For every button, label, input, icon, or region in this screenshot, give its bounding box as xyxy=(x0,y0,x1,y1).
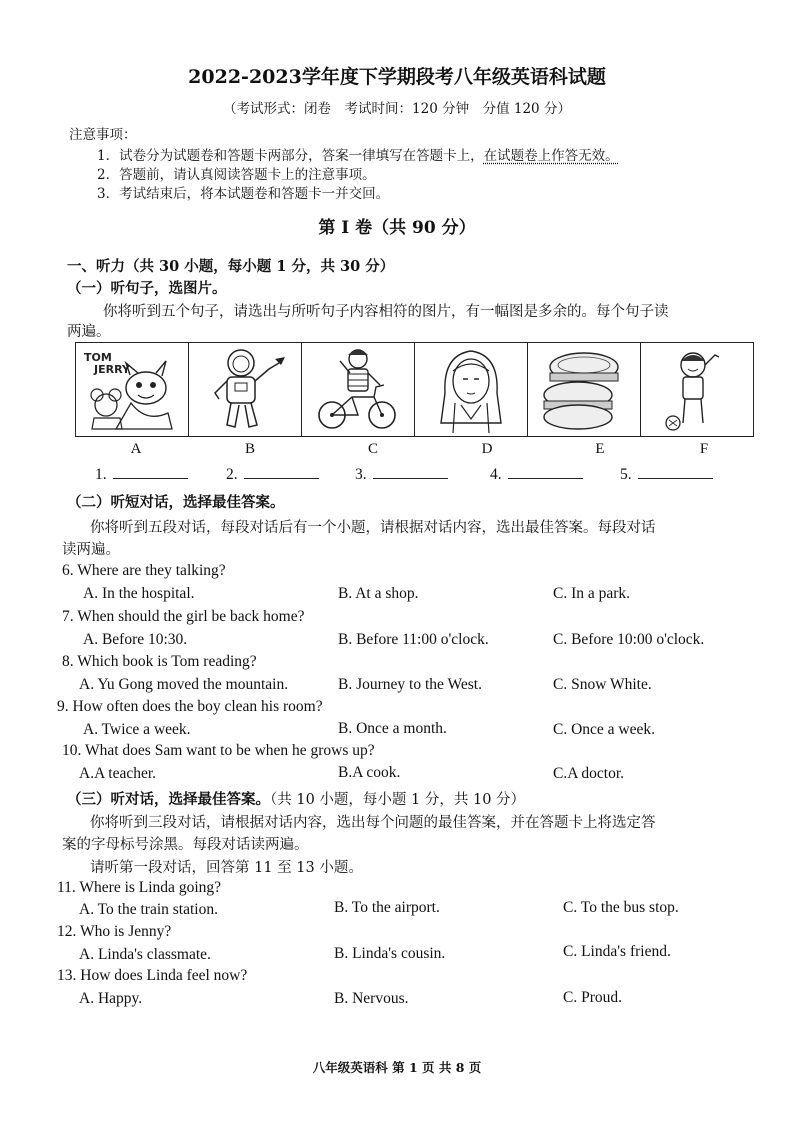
astronaut-icon xyxy=(189,343,301,436)
question-13-option-b[interactable]: B. Nervous. xyxy=(334,990,409,1007)
note-item-3: 3．考试结束后，将本试题卷和答题卡一并交回。 xyxy=(97,186,390,202)
question-7-option-b[interactable]: B. Before 11:00 o'clock. xyxy=(338,631,489,648)
question-9-option-a[interactable]: A. Twice a week. xyxy=(83,721,191,738)
note-item-1-emphasis: 在试题卷上作答无效。 xyxy=(483,148,619,164)
question-13: 13. How does Linda feel now? xyxy=(57,967,248,984)
question-11-option-b[interactable]: B. To the airport. xyxy=(334,899,440,916)
question-13-option-a[interactable]: A. Happy. xyxy=(79,990,143,1007)
question-6-option-c[interactable]: C. In a park. xyxy=(553,585,631,602)
exam-title: 2022-2023学年度下学期段考八年级英语科试题 xyxy=(188,66,606,88)
boy-riding-bike-icon xyxy=(302,343,414,436)
question-9-option-c[interactable]: C. Once a week. xyxy=(553,721,655,738)
picture-f xyxy=(641,343,753,436)
girl-portrait-icon xyxy=(415,343,527,436)
picture-strip xyxy=(75,342,754,437)
answer-blank-4[interactable]: 4. xyxy=(490,464,583,484)
picture-letter-c: C xyxy=(367,441,378,457)
question-13-option-c[interactable]: C. Proud. xyxy=(563,989,622,1006)
svg-text:TOM: TOM xyxy=(84,351,112,364)
question-11-option-c[interactable]: C. To the bus stop. xyxy=(563,899,679,916)
picture-letter-a: A xyxy=(130,441,142,457)
macarons-icon xyxy=(528,343,640,436)
note-item-2: 2．答题前，请认真阅读答题卡上的注意事项。 xyxy=(97,167,376,183)
picture-a xyxy=(76,343,189,436)
question-12: 12. Who is Jenny? xyxy=(57,923,172,940)
part3-score: （共 10 小题，每小题 1 分，共 10 分） xyxy=(270,792,526,808)
question-6-option-b[interactable]: B. At a shop. xyxy=(338,585,419,602)
part2-title: （二）听短对话，选择最佳答案。 xyxy=(67,494,285,511)
question-6-option-a[interactable]: A. In the hospital. xyxy=(83,585,195,602)
part3-instruction-2: 案的字母标号涂黑。每段对话读两遍。 xyxy=(62,837,309,853)
page-footer: 八年级英语科 第 1 页 共 8 页 xyxy=(312,1060,482,1075)
part1-instruction-2: 两遍。 xyxy=(67,324,111,340)
boy-with-ball-icon xyxy=(641,343,753,436)
question-12-option-c[interactable]: C. Linda's friend. xyxy=(563,943,671,960)
question-8-option-b[interactable]: B. Journey to the West. xyxy=(338,676,482,693)
notes-heading: 注意事项： xyxy=(69,127,137,143)
part2-instruction-1: 你将听到五段对话，每段对话后有一个小题，请根据对话内容，选出最佳答案。每段对话 xyxy=(90,520,656,536)
picture-c xyxy=(302,343,415,436)
part3-instruction-1: 你将听到三段对话，请根据对话内容，选出每个问题的最佳答案，并在答题卡上将选定答 xyxy=(90,815,656,831)
note-item-1-text: 1．试卷分为试题卷和答题卡两部分，答案一律填写在答题卡上， xyxy=(97,148,484,164)
part3-title xyxy=(67,788,525,809)
question-12-option-b[interactable]: B. Linda's cousin. xyxy=(334,945,446,962)
picture-d xyxy=(415,343,528,436)
answer-blank-5[interactable]: 5. xyxy=(620,464,713,484)
picture-b xyxy=(189,343,302,436)
exam-subtitle: （考试形式：闭卷 考试时间：120 分钟 分值 120 分） xyxy=(223,101,571,117)
part1-instruction-1: 你将听到五个句子，请选出与所听句子内容相符的图片，有一幅图是多余的。每个句子读 xyxy=(103,304,669,320)
picture-e xyxy=(528,343,641,436)
note-item-1 xyxy=(97,144,619,164)
question-8-option-c[interactable]: C. Snow White. xyxy=(553,676,652,693)
answer-blank-2[interactable]: 2. xyxy=(226,464,319,484)
question-12-option-a[interactable]: A. Linda's classmate. xyxy=(79,946,211,963)
question-9: 9. How often does the boy clean his room? xyxy=(57,698,323,715)
question-7: 7. When should the girl be back home? xyxy=(62,608,305,625)
picture-letter-e: E xyxy=(595,441,605,457)
question-6: 6. Where are they talking? xyxy=(62,562,226,579)
part2-instruction-2: 读两遍。 xyxy=(62,542,120,558)
volume-title: 第 I 卷（共 90 分） xyxy=(318,218,476,238)
question-8: 8. Which book is Tom reading? xyxy=(62,653,257,670)
question-10: 10. What does Sam want to be when he grows up? xyxy=(62,742,375,759)
question-9-option-b[interactable]: B. Once a month. xyxy=(338,720,447,737)
question-11-option-a[interactable]: A. To the train station. xyxy=(79,901,218,918)
cartoon-cat-mouse-icon xyxy=(76,343,188,436)
part3-instruction-3: 请听第一段对话，回答第 11 至 13 小题。 xyxy=(90,860,363,876)
part3-title-text: （三）听对话，选择最佳答案。 xyxy=(67,791,270,808)
svg-text:JERRY: JERRY xyxy=(94,363,130,376)
part1-title: （一）听句子，选图片。 xyxy=(67,280,227,297)
answer-blank-1[interactable]: 1. xyxy=(95,464,188,484)
question-10-option-a[interactable]: A.A teacher. xyxy=(79,765,157,782)
question-7-option-c[interactable]: C. Before 10:00 o'clock. xyxy=(553,631,705,648)
picture-letter-d: D xyxy=(481,441,493,457)
picture-letter-b: B xyxy=(244,441,255,457)
question-8-option-a[interactable]: A. Yu Gong moved the mountain. xyxy=(79,676,289,693)
picture-letter-f: F xyxy=(699,441,709,457)
question-7-option-a[interactable]: A. Before 10:30. xyxy=(83,631,188,648)
question-10-option-b[interactable]: B.A cook. xyxy=(338,764,401,781)
question-11: 11. Where is Linda going? xyxy=(57,879,221,896)
question-10-option-c[interactable]: C.A doctor. xyxy=(553,765,625,782)
answer-blank-3[interactable]: 3. xyxy=(355,464,448,484)
section1-heading: 一、听力（共 30 小题，每小题 1 分，共 30 分） xyxy=(67,258,395,275)
